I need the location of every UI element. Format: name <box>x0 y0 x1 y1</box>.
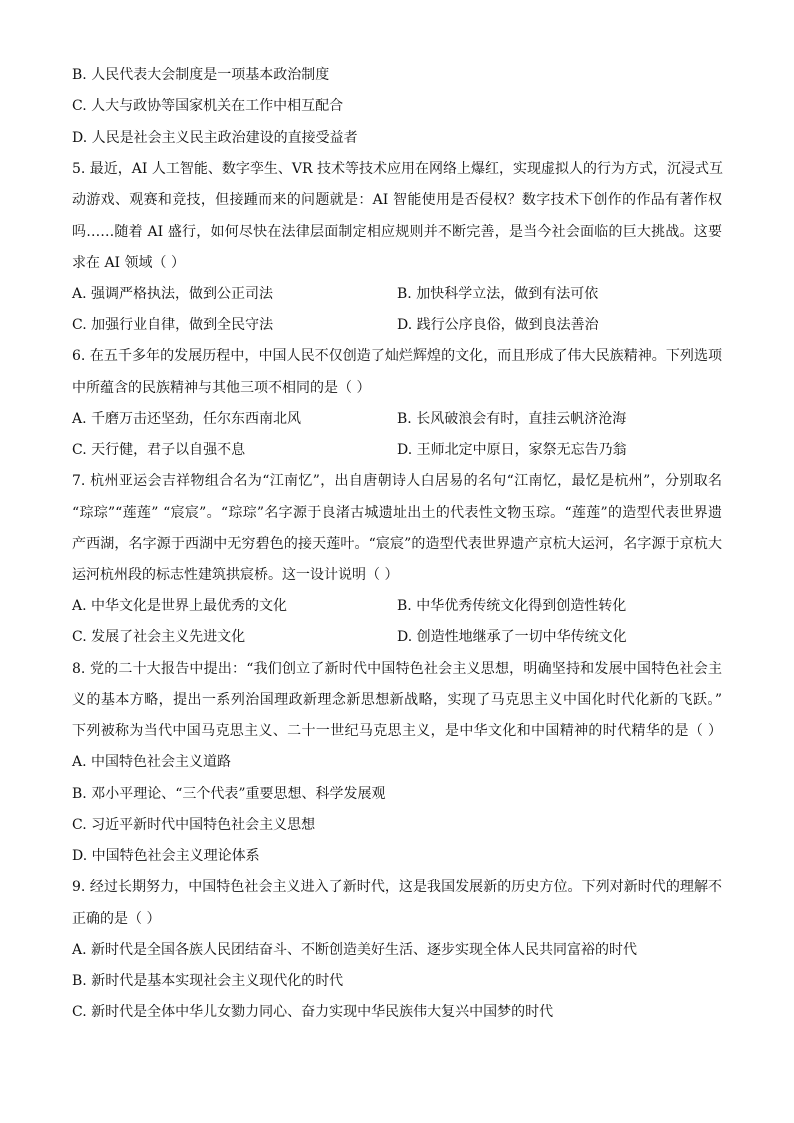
q5-stem-line-2: 动游戏、观赛和竞技，但接踵而来的问题就是：AI 智能使用是否侵权？数字技术下创作的作品有著作权 <box>72 192 722 208</box>
q6-option-d: D. 王师北定中原日，家祭无忘告乃翁 <box>397 442 627 458</box>
q7-option-a: A. 中华文化是世界上最优秀的文化 <box>72 598 288 614</box>
q5-option-b: B. 加快科学立法，做到有法可依 <box>397 286 599 302</box>
q7-option-c: C. 发展了社会主义先进文化 <box>72 629 246 645</box>
q6-stem-line-2: 中所蕴含的民族精神与其他三项不相同的是（ ） <box>72 380 371 396</box>
prev-option-b: B. 人民代表大会制度是一项基本政治制度 <box>72 67 330 83</box>
prev-option-c: C. 人大与政协等国家机关在工作中相互配合 <box>72 98 344 114</box>
q9-option-a: A. 新时代是全国各族人民团结奋斗、不断创造美好生活、逐步实现全体人民共同富裕的时代 <box>72 942 638 958</box>
q7-stem-line-1: 7. 杭州亚运会吉祥物组合名为“江南忆”，出自唐朝诗人白居易的名句“江南忆，最忆是杭州”，分别取名 <box>72 473 722 489</box>
q7-stem-line-4: 运河杭州段的标志性建筑拱宸桥。这一设计说明（ ） <box>72 567 399 583</box>
q6-option-a: A. 千磨万击还坚劲，任尔东西南北风 <box>72 411 302 427</box>
q9-option-c: C. 新时代是全体中华儿女勠力同心、奋力实现中华民族伟大复兴中国梦的时代 <box>72 1004 554 1020</box>
q7-option-d: D. 创造性地继承了一切中华传统文化 <box>397 629 627 645</box>
q8-option-b: B. 邓小平理论、“三个代表”重要思想、科学发展观 <box>72 786 386 802</box>
prev-option-d: D. 人民是社会主义民主政治建设的直接受益者 <box>72 130 358 146</box>
q8-stem-line-3: 下列被称为当代中国马克思主义、二十一世纪马克思主义，是中华文化和中国精神的时代精华的是（ ） <box>72 723 722 739</box>
q5-option-d: D. 践行公序良俗，做到良法善治 <box>397 317 599 333</box>
q8-stem-line-2: 义的基本方略，提出一系列治国理政新理念新思想新战略，实现了马克思主义中国化时代化新的飞跃。” <box>72 692 722 708</box>
q8-option-a: A. 中国特色社会主义道路 <box>72 754 232 770</box>
q7-stem-line-3: 产西湖，名字源于西湖中无穷碧色的接天莲叶。“宸宸”的造型代表世界遗产京杭大运河，名字源于京杭大 <box>72 536 722 552</box>
q9-option-b: B. 新时代是基本实现社会主义现代化的时代 <box>72 973 344 989</box>
q8-option-d: D. 中国特色社会主义理论体系 <box>72 848 260 864</box>
q5-stem-line-3: 吗……随着 AI 盛行，如何尽快在法律层面制定相应规则并不断完善，是当今社会面临的巨大挑战。这要 <box>72 224 722 240</box>
q6-option-c: C. 天行健，君子以自强不息 <box>72 442 246 458</box>
q5-option-c: C. 加强行业自律，做到全民守法 <box>72 317 274 333</box>
q7-stem-line-2: “琮琮”“莲莲” “宸宸”。“琮琮”名字源于良渚古城遗址出土的代表性文物玉琮。“莲莲”的造型代表世界遗 <box>72 505 722 521</box>
q8-option-c: C. 习近平新时代中国特色社会主义思想 <box>72 817 316 833</box>
q7-option-b: B. 中华优秀传统文化得到创造性转化 <box>397 598 627 614</box>
q8-stem-line-1: 8. 党的二十大报告中提出：“我们创立了新时代中国特色社会主义思想，明确坚持和发展中国特色社会主 <box>72 661 722 677</box>
q5-stem-line-1: 5. 最近，AI 人工智能、数字孪生、VR 技术等技术应用在网络上爆红，实现虚拟人的行为方式，沉浸式互 <box>72 161 723 177</box>
q5-stem-line-4: 求在 AI 领域（ ） <box>72 255 185 271</box>
q9-stem-line-1: 9. 经过长期努力，中国特色社会主义进入了新时代，这是我国发展新的历史方位。下列对新时代的理解不 <box>72 879 722 895</box>
q6-option-b: B. 长风破浪会有时，直挂云帆济沧海 <box>397 411 627 427</box>
q6-stem-line-1: 6. 在五千多年的发展历程中，中国人民不仅创造了灿烂辉煌的文化，而且形成了伟大民族精神。下列选项 <box>72 348 722 364</box>
q9-stem-line-2: 正确的是（ ） <box>72 911 161 927</box>
q5-option-a: A. 强调严格执法，做到公正司法 <box>72 286 274 302</box>
